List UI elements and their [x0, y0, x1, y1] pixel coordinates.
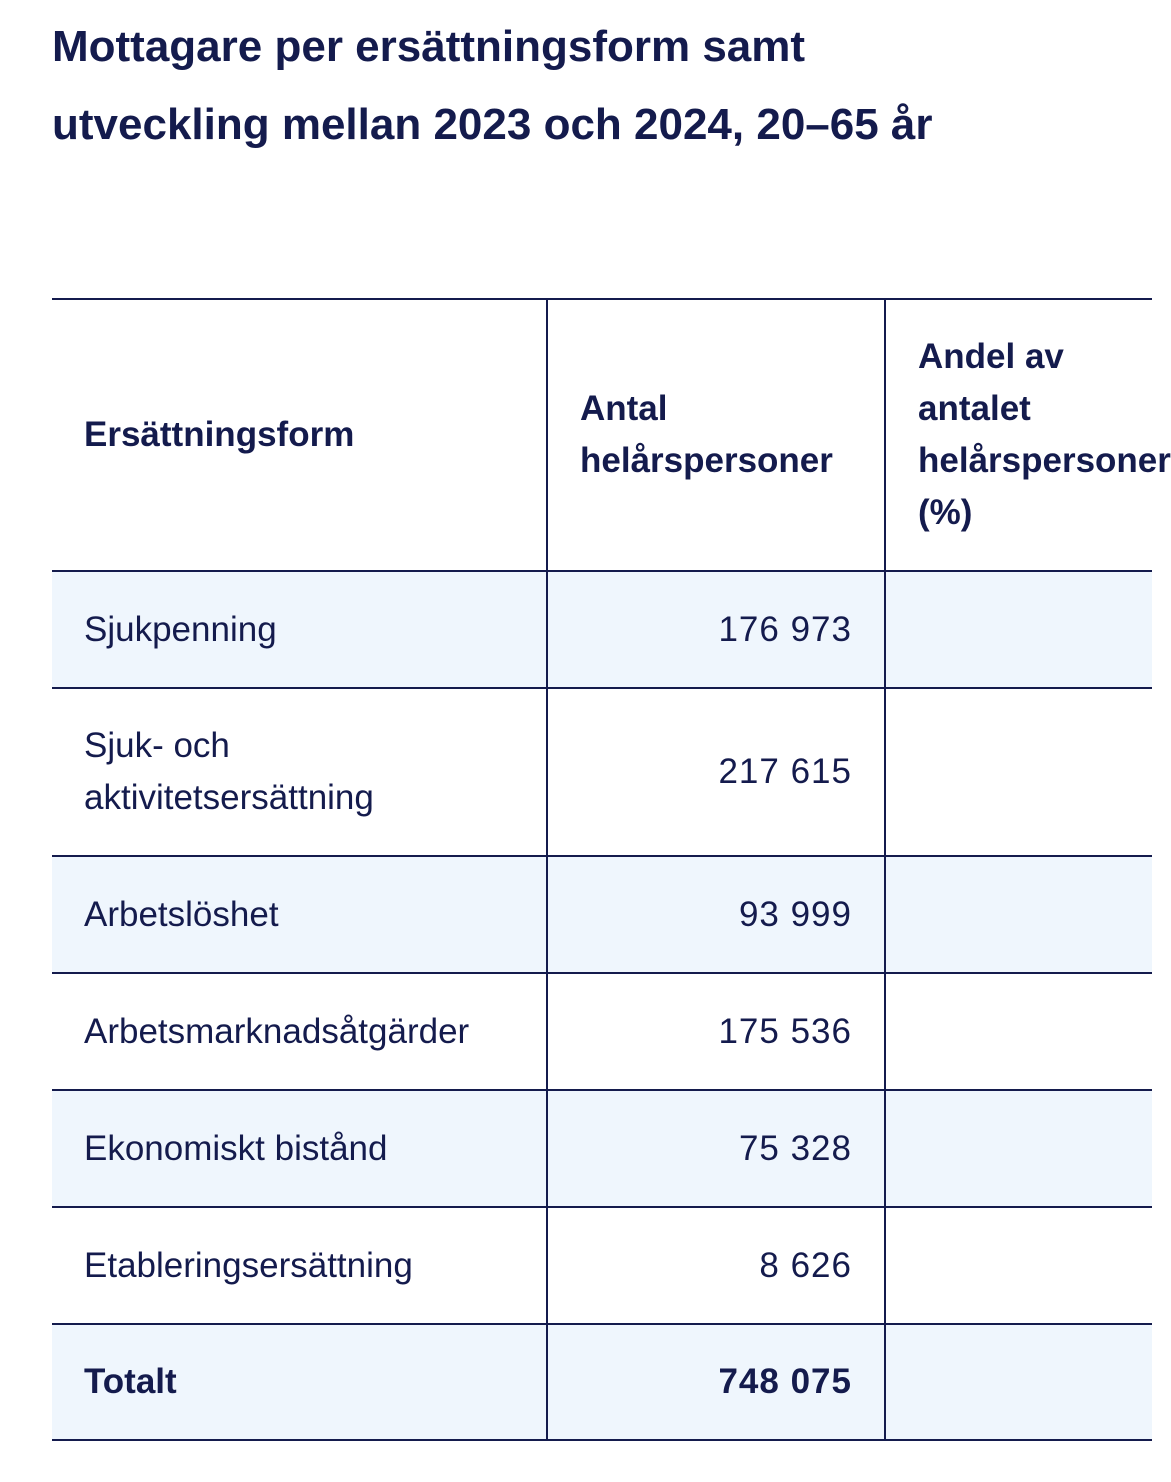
- row-label: Arbetslöshet: [52, 856, 547, 973]
- row-value-andel: [885, 688, 1152, 856]
- data-table: [52, 298, 1171, 1441]
- row-value-andel: [885, 1207, 1152, 1324]
- row-value-antal: 8 626: [547, 1207, 885, 1324]
- page-title: Mottagare per ersättningsform samt utveckling mellan 2023 och 2024, 20–65 år: [52, 22, 933, 149]
- row-value-andel: [885, 856, 1152, 973]
- row-value-antal: 93 999: [547, 856, 885, 973]
- row-label: Sjuk- och aktivitetsersättning: [52, 688, 547, 856]
- total-label: Totalt: [52, 1324, 547, 1440]
- column-header-andel: Andel av antalet helårspersoner (%): [885, 299, 1152, 571]
- row-value-andel: [885, 973, 1152, 1090]
- row-label: Sjukpenning: [52, 571, 547, 688]
- column-header-ersattningsform: Ersättningsform: [52, 299, 547, 571]
- row-value-antal: 217 615: [547, 688, 885, 856]
- row-value-antal: 175 536: [547, 973, 885, 1090]
- table-total-row: [52, 1324, 1152, 1440]
- row-value-antal: 176 973: [547, 571, 885, 688]
- row-label: Etableringsersättning: [52, 1207, 547, 1324]
- table-row: [52, 1090, 1152, 1207]
- table-row: [52, 1207, 1152, 1324]
- row-value-antal: 75 328: [547, 1090, 885, 1207]
- row-label: Ekonomiskt bistånd: [52, 1090, 547, 1207]
- table-row: [52, 688, 1152, 856]
- row-label: Arbetsmarknadsåtgärder: [52, 973, 547, 1090]
- row-value-andel: [885, 1090, 1152, 1207]
- table-row: [52, 973, 1152, 1090]
- table-row: [52, 571, 1152, 688]
- table-header-row: [52, 299, 1152, 571]
- column-header-antal: Antal helårspersoner: [547, 299, 885, 571]
- total-value-andel: [885, 1324, 1152, 1440]
- data-table-container[interactable]: [52, 298, 1171, 1441]
- total-value-antal: 748 075: [547, 1324, 885, 1440]
- row-value-andel: [885, 571, 1152, 688]
- table-row: [52, 856, 1152, 973]
